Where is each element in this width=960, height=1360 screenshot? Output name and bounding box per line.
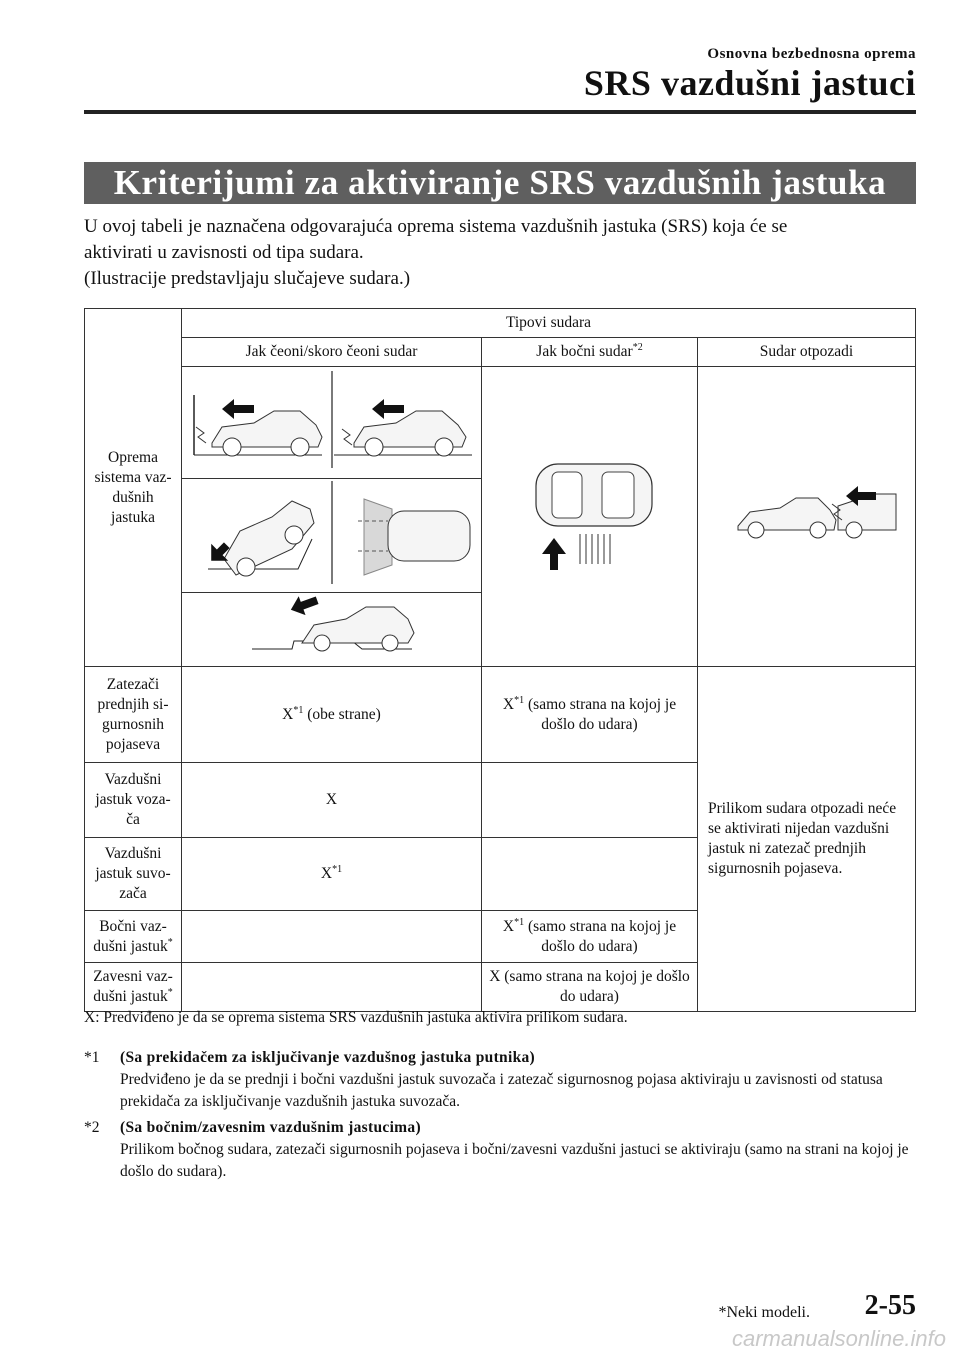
row-label-pretensioners-text: Zatezači prednjih si- gurnosnih pojaseva — [97, 675, 169, 753]
frontal-crash-image-2 — [182, 479, 481, 586]
footnote-2-mark: *2 — [84, 1119, 100, 1136]
col-header-side-label: Jak bočni sudar — [536, 343, 633, 360]
corner-header — [85, 309, 182, 667]
row-label-side-airbag-sup: * — [167, 936, 173, 948]
row-label-side-airbag — [85, 911, 182, 963]
x-tail: (obe strane) — [303, 705, 381, 723]
row-label-passenger-airbag-text: Vazdušni jastuk suvo- zača — [95, 845, 171, 902]
types-header: Tipovi sudara — [182, 309, 916, 338]
intro-line-2: aktivirati u zavisnosti od tipa sudara. — [84, 242, 364, 263]
footnote-2 — [84, 1117, 916, 1183]
row-label-curtain-airbag-sup: * — [167, 986, 173, 998]
cell-pretensioners-side — [482, 667, 698, 763]
rear-crash-image — [698, 374, 915, 654]
intro-line-3: (Ilustracije predstavljaju slučajeve sudara.) — [84, 268, 411, 289]
col-header-frontal: Jak čeoni/skoro čeoni sudar — [182, 338, 482, 367]
frontal-crash-image-3 — [182, 593, 481, 660]
frontal-illustration-2 — [182, 479, 482, 593]
frontal-illustration-3 — [182, 593, 482, 667]
corner-label: Oprema sistema vaz- dušnih jastuka — [94, 448, 172, 526]
row-label-driver-airbag — [85, 763, 182, 838]
cell-curtain-airbag-side: X (samo strana na kojoj je došlo do udara) — [482, 963, 698, 1012]
frontal-crash-image-1 — [182, 367, 481, 472]
footnote-1-text: Predviđeno je da se prednji i bočni vazdušni jastuk suvozača i zatezač sigurnosnog pojasa aktiviraju u zavisnosti od statusa prekidača za isključivanje vazdušnih jastuka suvozača. — [120, 1071, 883, 1110]
x-tail: (samo strana na kojoj je došlo do udara) — [524, 695, 677, 733]
x-tail: (samo strana na kojoj je došlo do udara) — [524, 917, 677, 955]
x-sup: *1 — [332, 863, 343, 875]
x-sup: *1 — [293, 704, 304, 716]
row-label-passenger-airbag — [85, 838, 182, 911]
x-sup: *1 — [514, 916, 525, 928]
page-number: 2-55 — [864, 1290, 916, 1321]
frontal-illustration-1 — [182, 367, 482, 479]
footnote-1-title: (Sa prekidačem za isključivanje vazdušnog jastuka putnika) — [120, 1049, 536, 1066]
footnote-1-mark: *1 — [84, 1049, 100, 1066]
cell-curtain-airbag-frontal — [182, 963, 482, 1012]
table-legend: X: Predviđeno je da se oprema sistema SRS vazdušnih jastuka aktivira prilikom sudara. — [84, 1009, 628, 1026]
side-illustration — [482, 367, 698, 667]
footnote-2-text: Prilikom bočnog sudara, zatezači sigurnosnih pojaseva i bočni/zavesni vazdušni jastuci se aktiviraju (samo na strani na kojoj je došlo do sudara). — [120, 1141, 909, 1180]
watermark: carmanualsonline.info — [731, 1326, 946, 1351]
header-rule — [84, 110, 916, 114]
cell-rear-note: Prilikom sudara otpozadi neće se aktivirati nijedan vazdušni jastuk ni zatezač prednjih sigurnosnih pojaseva. — [698, 667, 916, 1012]
cell-passenger-airbag-side — [482, 838, 698, 911]
footnote-2-title: (Sa bočnim/zavesnim vazdušnim jastucima) — [120, 1119, 421, 1136]
row-label-pretensioners — [85, 667, 182, 763]
activation-table — [84, 308, 916, 1012]
section-header: Osnovna bezbednosna oprema — [707, 46, 916, 62]
cell-pretensioners-frontal — [182, 667, 482, 763]
x-mark: X — [282, 705, 294, 723]
row-label-curtain-airbag — [85, 963, 182, 1012]
row-label-driver-airbag-text: Vazdušni jastuk voza- ča — [95, 771, 171, 828]
x-mark: X — [502, 695, 515, 713]
col-header-rear: Sudar otpozadi — [698, 338, 916, 367]
footnote-1 — [84, 1047, 916, 1113]
col-header-side — [482, 338, 698, 367]
row-label-curtain-airbag-text: Zavesni vaz- dušni jastuk — [93, 968, 173, 1005]
section-banner: Kriterijumi za aktiviranje SRS vazdušnih jastuka — [84, 162, 916, 204]
intro-text — [84, 214, 916, 292]
x-mark: X — [320, 865, 333, 882]
some-models-note: *Neki modeli. — [718, 1304, 810, 1321]
cell-passenger-airbag-frontal — [182, 838, 482, 911]
x-mark: X — [502, 917, 515, 935]
intro-line-1: U ovoj tabeli je naznačena odgovarajuća oprema sistema vazdušnih jastuka (SRS) koja će se — [84, 216, 788, 237]
page-title: SRS vazdušni jastuci — [583, 63, 916, 103]
cell-side-airbag-frontal — [182, 911, 482, 963]
cell-driver-airbag-side — [482, 763, 698, 838]
row-label-side-airbag-text: Bočni vaz- dušni jastuk — [93, 917, 168, 955]
x-sup: *1 — [514, 694, 525, 706]
side-crash-image — [482, 374, 697, 654]
col-header-side-sup: *2 — [632, 341, 643, 353]
cell-side-airbag-side — [482, 911, 698, 963]
cell-driver-airbag-frontal: X — [182, 763, 482, 838]
rear-illustration — [698, 367, 916, 667]
